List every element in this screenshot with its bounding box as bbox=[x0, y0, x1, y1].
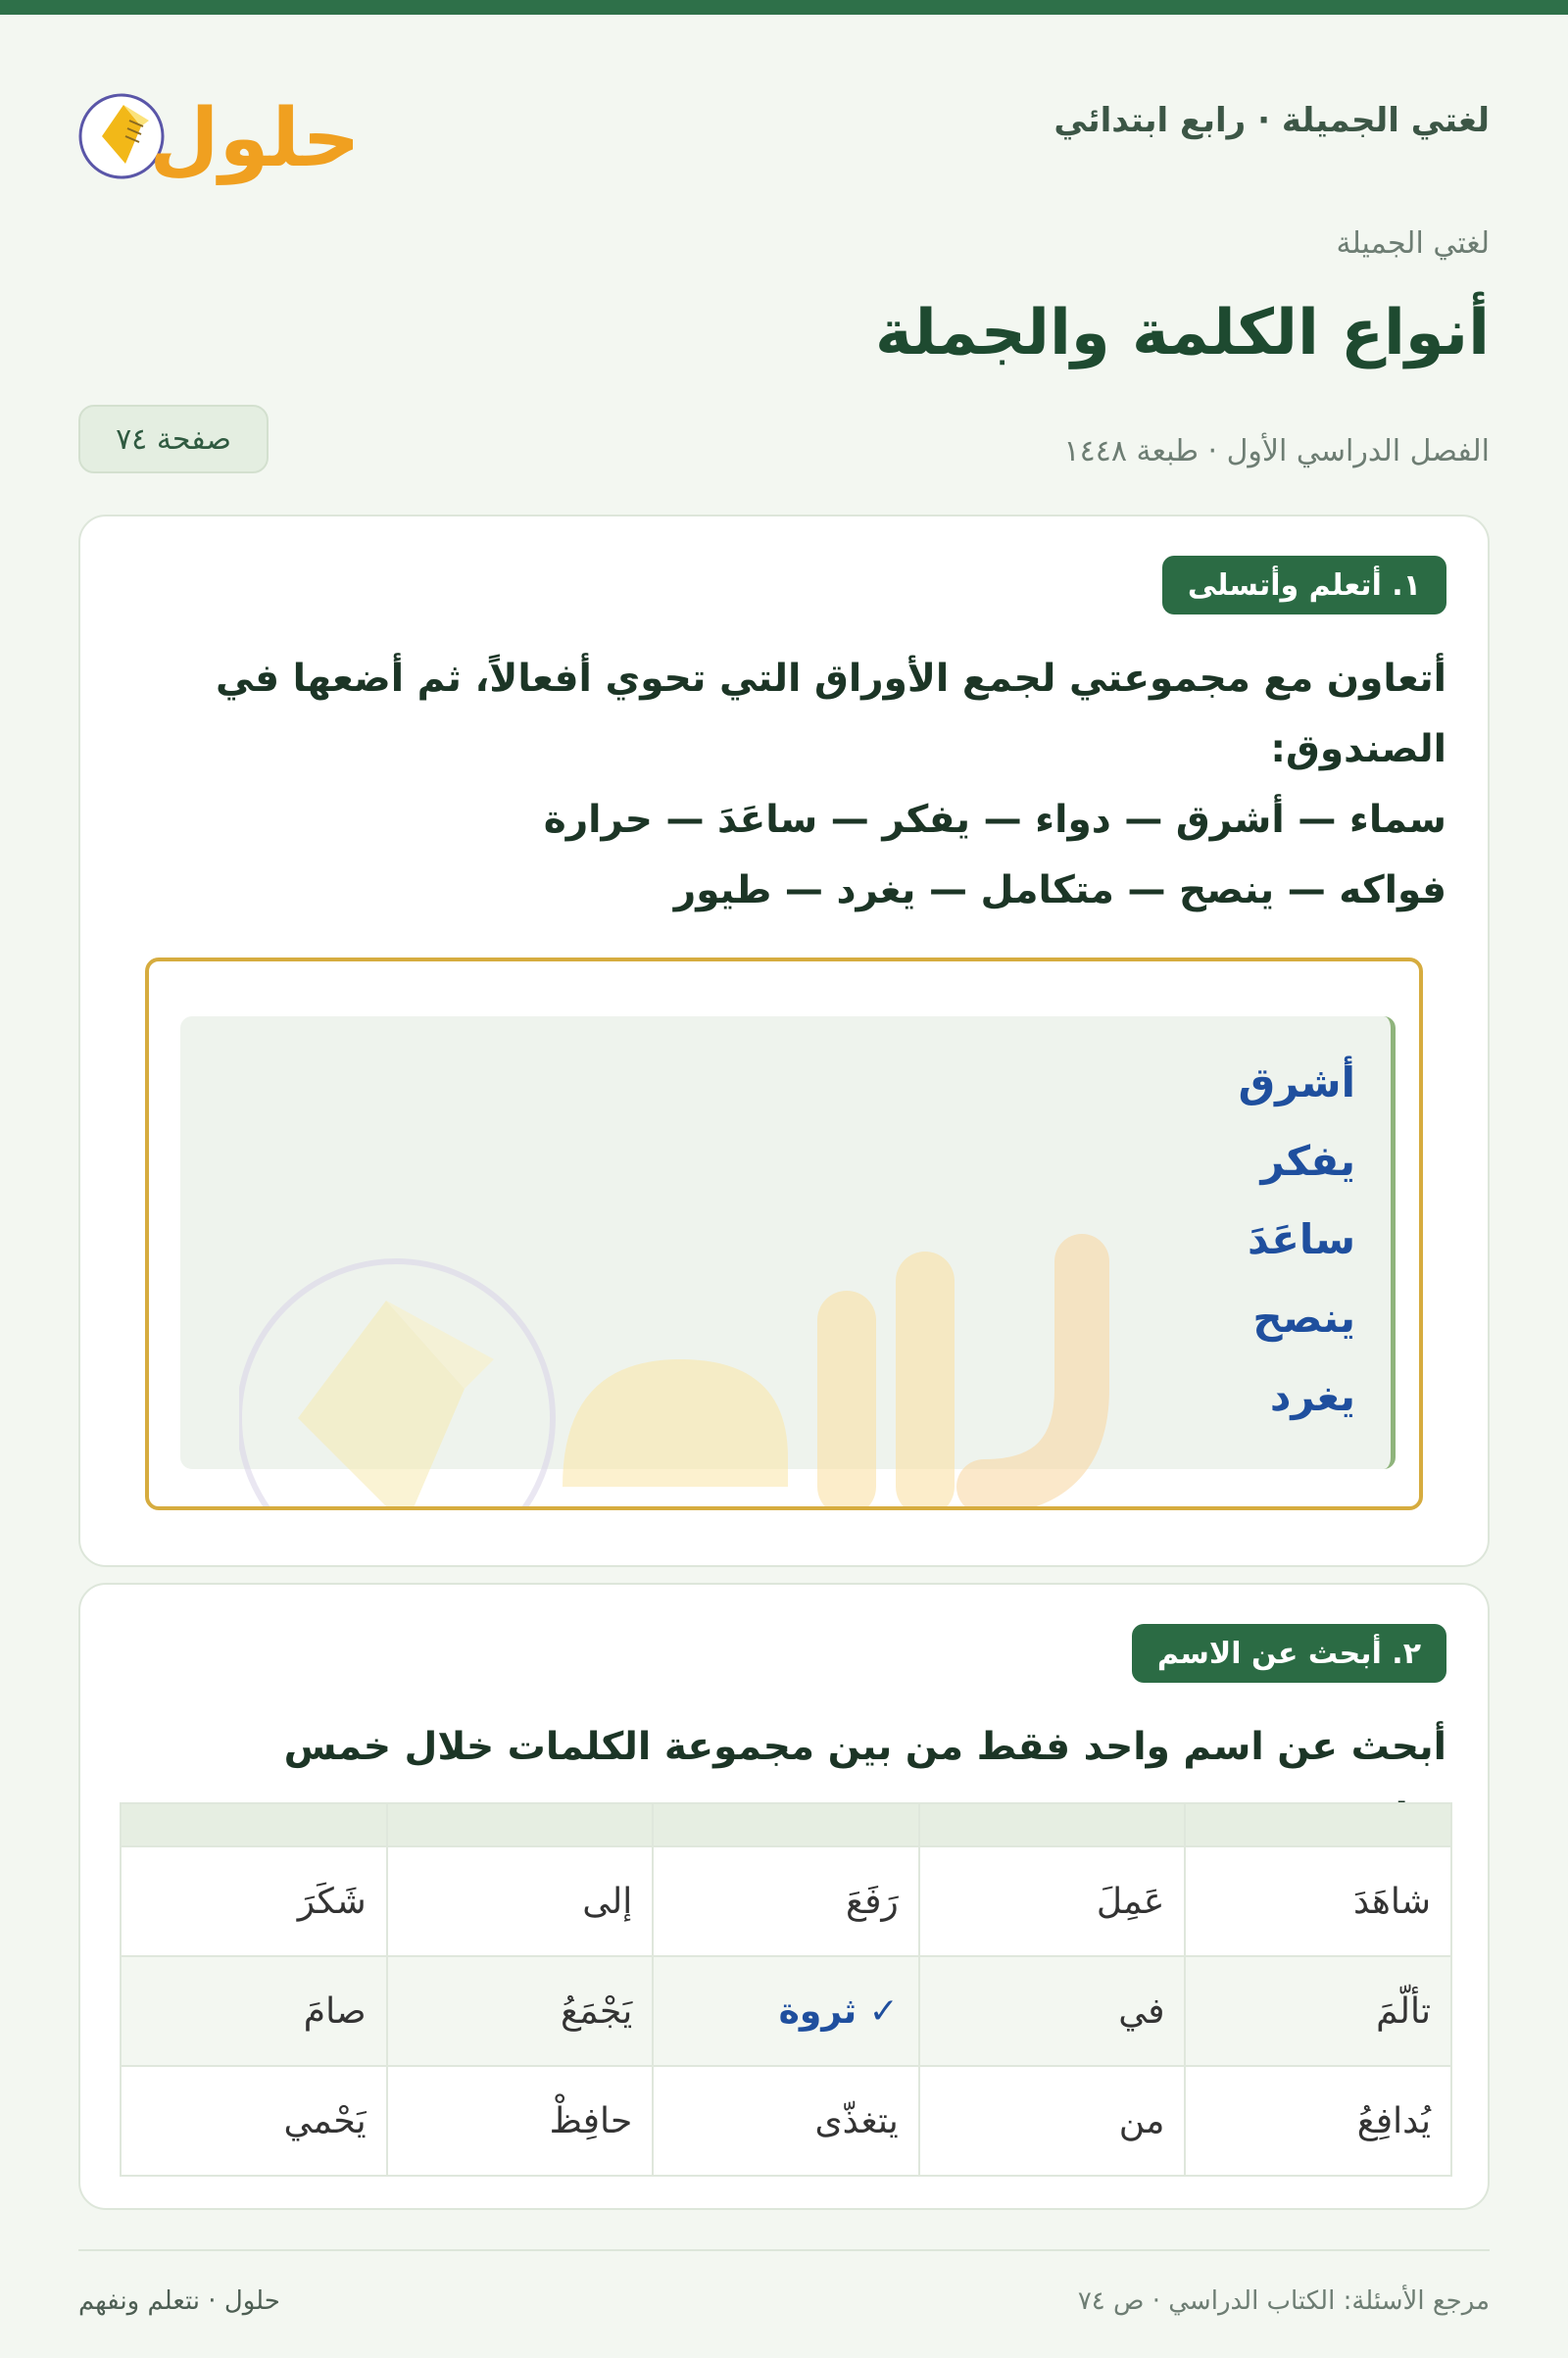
question-line: فواكه — ينصح — متكامل — يغرد — طيور bbox=[673, 868, 1446, 912]
answer-box bbox=[145, 958, 1423, 1510]
question-line: أتعاون مع مجموعتي لجمع الأوراق التي تحوي أفعالاً، ثم أضعها في الصندوق: bbox=[216, 657, 1446, 771]
watermark-logo-icon bbox=[239, 1163, 1121, 1510]
table-cell: يُدافِعُ bbox=[1185, 2066, 1451, 2176]
table-cell: صامَ bbox=[121, 1956, 387, 2066]
table-row bbox=[121, 1956, 1451, 2066]
words-table bbox=[120, 1802, 1452, 2177]
site-logo[interactable] bbox=[78, 66, 353, 193]
answer-panel bbox=[180, 1016, 1396, 1469]
page-number-badge: صفحة ٧٤ bbox=[78, 405, 269, 473]
breadcrumb: لغتي الجميلة bbox=[1336, 226, 1490, 261]
section-tag: ٢. أبحث عن الاسم bbox=[1132, 1624, 1446, 1683]
series-label: لغتي الجميلة · رابع ابتدائي bbox=[1054, 101, 1490, 140]
table-cell: رَفَعَ bbox=[653, 1846, 919, 1956]
page bbox=[78, 15, 1490, 2316]
table-cell: في bbox=[919, 1956, 1186, 2066]
table-cell: حافِظْ bbox=[387, 2066, 654, 2176]
table-cell: يَحْمي bbox=[121, 2066, 387, 2176]
question-text: أبحث عن اسم واحد فقط من بين مجموعة الكلمات خلال خمس bbox=[283, 1725, 1446, 1769]
top-accent-bar bbox=[0, 0, 1568, 15]
table-cell: من bbox=[919, 2066, 1186, 2176]
correct-answer-cell: ✓ ثروة bbox=[653, 1956, 919, 2066]
answer-item: ساعَدَ bbox=[1247, 1215, 1355, 1263]
term-edition: الفصل الدراسي الأول · طبعة ١٤٤٨ bbox=[1063, 434, 1490, 468]
answer-item: أشرق bbox=[1238, 1058, 1355, 1106]
answer-list bbox=[1239, 1044, 1355, 1436]
footer-reference: مرجع الأسئلة: الكتاب الدراسي · ص ٧٤ bbox=[1077, 2286, 1490, 2316]
table-cell: عَمِلَ bbox=[919, 1846, 1186, 1956]
footer-divider bbox=[78, 2249, 1490, 2251]
footer-brand[interactable]: حلول · نتعلم ونفهم bbox=[78, 2286, 280, 2316]
table-cell: يتغذّى bbox=[653, 2066, 919, 2176]
table-row bbox=[121, 2066, 1451, 2176]
answer-item: يفكر bbox=[1260, 1137, 1355, 1185]
answer-item: يغرد bbox=[1269, 1372, 1355, 1420]
logo-wordmark: حلول bbox=[149, 92, 353, 185]
page-title: أنواع الكلمة والجملة bbox=[874, 297, 1490, 369]
question-line: سماء — أشرق — دواء — يفكر — ساعَدَ — حرارة bbox=[543, 798, 1446, 842]
table-cell: تألّمَ bbox=[1185, 1956, 1451, 2066]
question-text bbox=[198, 644, 1446, 926]
table-header-row bbox=[121, 1803, 1451, 1846]
table-cell: شَكَرَ bbox=[121, 1846, 387, 1956]
table-cell: شاهَدَ bbox=[1185, 1846, 1451, 1956]
table-cell: يَجْمَعُ bbox=[387, 1956, 654, 2066]
table-cell: إلى bbox=[387, 1846, 654, 1956]
section-card-noun bbox=[78, 1583, 1490, 2210]
section-tag: ١. أتعلم وأتسلى bbox=[1162, 556, 1446, 614]
table-row bbox=[121, 1846, 1451, 1956]
book-logo-icon bbox=[78, 66, 353, 193]
answer-item: ينصح bbox=[1252, 1294, 1355, 1342]
header bbox=[78, 15, 1490, 468]
section-card-verbs bbox=[78, 515, 1490, 1567]
